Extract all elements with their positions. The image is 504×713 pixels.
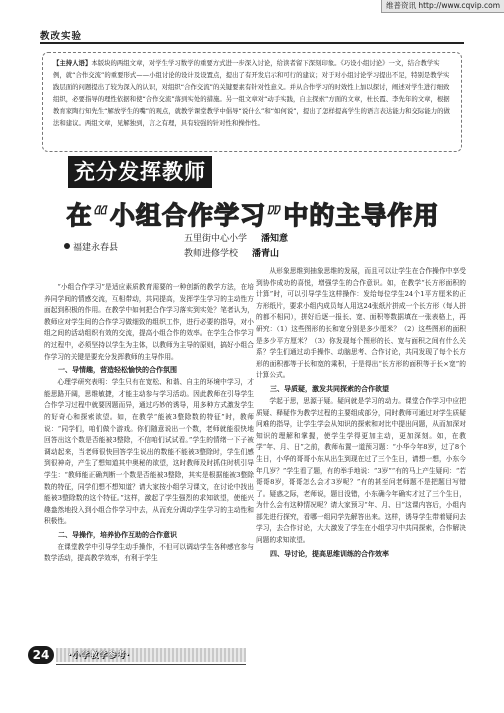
journal-name: ·小学教学参考· — [68, 650, 131, 659]
author-name: 潘青山 — [252, 249, 280, 259]
right-column — [256, 266, 466, 702]
author-line — [184, 232, 288, 247]
left-column — [44, 282, 254, 640]
body-paragraph: 在课堂教学中引导学生动手操作，不但可以调动学生各种感官参与数学活动，提高教学效率，有利于学生 — [44, 542, 254, 563]
author-name: 潘知意 — [261, 234, 289, 244]
body-paragraph: “小组合作学习”是适应素质教育需要的一种创新的教学方法，在培养同学间的情感交流，互相带动，共同提高，发挥学生学习的主动性方面起到积极的作用。在教学中如何把合作学习落实到实处？笔者认为，教师应对学生间的合作学习做细致的组织工作，进行必要的指导，对小组之间的活动组织有效的交流，提高小组合作的效率。在学生合作学习的过程中，必须坚持以学生为主体，以教师为主导的原则，搞好小组合作学习的关键是要充分发挥教师的主导作用。 — [44, 283, 254, 361]
section-heading: 三、导质疑，激发共同探索的合作欲望 — [270, 384, 389, 393]
watermark-banner: 维普资讯 http://www.cqvip.com — [381, 0, 504, 13]
author-org: 教师进修学校 — [184, 249, 239, 259]
body-paragraph: 学起于思，思源于疑。疑问就是学习的动力。课堂合作学习中应把质疑、释疑作为教学过程的主要组成部分，同时教师可通过对学生质疑问难的指导，让学生学会从知识的探索和对比中提出问题，从而加深对知识的理解和掌握，使学生学得更加主动，更加深刻。如，在教学“年、月、日”之前，教师布置一道预习题：“小华今年8岁，过了8个生日，小华的哥哥小东从出生到现在过了三个生日，请想一想，小东今年几岁？”学生看了题，有的举手地说：“3岁”“有的马上产生疑问：“若哥哥8岁，哥哥怎么会才3岁呢？”有的甚至问老师题不是把题目写错了。疑惑之际，老师说，题目没错，小东确今年确实才过了三个生日，为什么会有这种情况呢？请大家预习“年、月、日”这课内容后，小组内部先进行探究，看哪一组同学先解答出来。这样，诱导学生带着疑问去学习，去合作讨论，大大激发了学生在小组学习中共同探索，合作解决问题的求知欲望。 — [256, 396, 466, 545]
host-introduction-box — [42, 52, 462, 152]
author-region — [64, 240, 118, 253]
footer-rule — [56, 664, 246, 665]
section-heading: 二、导操作，培养协作互助的合作意识 — [58, 530, 177, 539]
top-rule — [40, 42, 464, 44]
author-line — [184, 247, 288, 262]
body-paragraph: 从形象思维到抽象思维的发展，而且可以让学生在合作操作中享受到协作成功的喜悦，增强学生的合作意识。如，在教学“长方形面积的计算”时，可以引导学生这样操作：发给每位学生24个1平方厘米的正方形纸片，要求小组内成员每人用这24张纸片拼成一个长方形（每人拼的都不相同），拼好后逐一报长、宽、面积等数据填在一张表格上，再研究：（1）这些图形的长和宽分别是多少厘米？（2）这些图形的面积是多少平方厘米？（3）你发现每个图形的长、宽与面积之间有什么关系？学生们通过动手操作、动脑思考、合作讨论，共同发现了每个长方形的面积都等于长和宽的乘积，于是得出“长方形的面积等于长×宽”的计算公式。 — [256, 267, 466, 380]
bullet-dot-icon — [64, 243, 70, 249]
author-affiliations — [184, 232, 288, 262]
body-paragraph: 心理学研究表明：学生只有在宽松、和谐、自主的环境中学习，才能思路开阔，思维敏捷，才能主动参与学习活动。因此教师在引导学生合作学习过程中就要因题而异，通过巧妙的诱导，用多种方式激发学生的好奇心和探索欲望。如，在教学“能被3整除数的特征”时，教师说：“同学们，咱们做个游戏。你们随意说出一个数，老师就能很快地回答出这个数是否能被3整除，不信咱们试试看。”学生的情绪一下子被调动起来，当老师很快回答学生说出的数能不能被3整除时，学生们感到很神奇，产生了想知道其中奥秘的欲望，这时教师及时抓住时机引导学生：“教师能正确判断一个数是否能被3整除，其实是根据能被3整除数的特征，同学们想不想知道？请大家按小组学习课文，在讨论中找出能被3整除数的这个特征。”这样，激起了学生强烈的求知欲望，使能兴趣盎然地投入到小组合作学习中去，从而充分调动学生学习的主动性和积极性。 — [44, 378, 254, 526]
author-org: 五里街中心小学 — [184, 234, 248, 244]
author-region-text: 福建永春县 — [73, 243, 119, 253]
section-heading: 四、导讨论，提高思维训练的合作效率 — [270, 549, 389, 558]
host-introduction-body: 本版块的两组文章，对学生学习数学的重要方式进一步深入讨论，给读者留下深刻印象。《巧设小组讨论》一文，结合教学实例，就“合作交流”的重要形式——小组讨论的设计及设置点，提出了有开发启示和可行的建议；对于对小组讨论学习提出不足，特别是教学实践层面的问题提出了较为深入的认识，对组织“合作交流”的关键要素有针对性意义。并从合作学习的时效性上加以探讨，阐述对学生进行细致组织，必要指导的理性依据和使“合作交流”落到实处的措施。另一组文章对“动手实践，自主探索”方面的文章，杜长霞、李先年的文章，根据教育家陶行知先生“解放学生的嘴”的观点，就教学课堂教学中倡导“说什么”和“如何说”，提出了怎样提高学生的语言表达能力和交际能力的做法和建议。两组文章，见解独到，言之有理，具有较强的针对性和操作性。 — [53, 59, 450, 127]
page-number: 24 — [28, 646, 54, 664]
section-heading: 一、导情趣，营造轻松愉快的合作氛围 — [58, 366, 177, 375]
article-title: 在“小组合作学习”中的主导作用 — [66, 201, 440, 230]
host-introduction-tag: 【主持人语】 — [53, 59, 92, 67]
section-label: 教改实验 — [40, 31, 83, 42]
kicker-title: 充分发挥教师 — [68, 156, 212, 188]
